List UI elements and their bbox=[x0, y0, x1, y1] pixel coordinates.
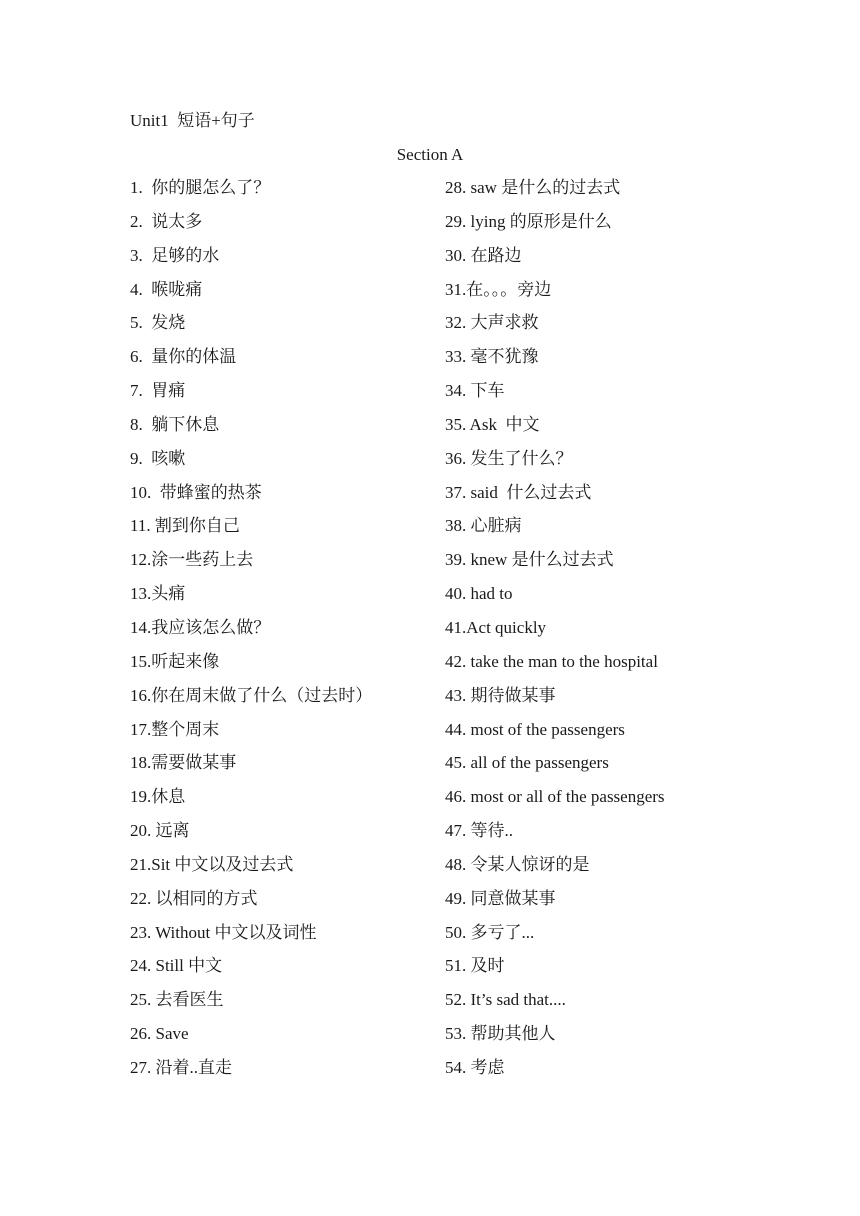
list-item: 28. saw 是什么的过去式 bbox=[445, 178, 621, 197]
list-item: 7. 胃痛 bbox=[130, 381, 186, 401]
list-item: 9. 咳嗽 bbox=[130, 448, 186, 468]
list-item: 22. 以相同的方式 bbox=[130, 888, 258, 908]
list-item: 17.整个周末 bbox=[130, 719, 220, 739]
list-item: 36. 发生了什么？ bbox=[445, 448, 573, 468]
list-item: 13.头痛 bbox=[130, 584, 186, 604]
list-item: 26. Save bbox=[130, 1024, 189, 1044]
list-item: 53. 帮助其他人 bbox=[445, 1024, 556, 1044]
list-item: 21.Sit 中文以及过去式 bbox=[130, 854, 294, 874]
list-item: 44. most of the passengers bbox=[445, 719, 625, 739]
document-title: Unit1 短语+句子 bbox=[130, 111, 255, 130]
list-item: 4. 喉咙痛 bbox=[130, 279, 203, 299]
list-item: 37. said 什么过去式 bbox=[445, 482, 592, 502]
list-item: 12.涂一些药上去 bbox=[130, 550, 254, 570]
list-item: 34. 下车 bbox=[445, 381, 505, 401]
list-item: 11. 割到你自己 bbox=[130, 516, 240, 536]
list-item: 32. 大声求救 bbox=[445, 313, 539, 333]
list-item: 3. 足够的水 bbox=[130, 245, 220, 265]
list-item: 39. knew 是什么过去式 bbox=[445, 550, 614, 570]
list-item: 8. 躺下休息 bbox=[130, 414, 220, 434]
list-item: 43. 期待做某事 bbox=[445, 685, 556, 705]
list-item: 18.需要做某事 bbox=[130, 753, 237, 773]
list-item: 50. 多亏了... bbox=[445, 922, 535, 942]
list-item: 15.听起来像 bbox=[130, 651, 220, 671]
list-item: 24. Still 中文 bbox=[130, 956, 223, 976]
list-item: 10. 带蜂蜜的热茶 bbox=[130, 482, 262, 502]
list-item: 27. 沿着..直走 bbox=[130, 1057, 232, 1077]
list-item: 51. 及时 bbox=[445, 956, 505, 976]
list-item: 42. take the man to the hospital bbox=[445, 651, 658, 671]
list-item: 29. lying 的原形是什么 bbox=[445, 211, 612, 231]
list-item: 45. all of the passengers bbox=[445, 753, 609, 773]
right-column-list bbox=[445, 176, 745, 1090]
list-item: 47. 等待.. bbox=[445, 821, 513, 841]
list-item: 2. 说太多 bbox=[130, 211, 203, 231]
list-item: 41.Act quickly bbox=[445, 617, 547, 637]
left-column-list bbox=[130, 176, 430, 1090]
list-item: 35. Ask 中文 bbox=[445, 414, 540, 434]
list-item: 14.我应该怎么做？ bbox=[130, 617, 271, 637]
list-item: 52. It’s sad that.... bbox=[445, 990, 566, 1010]
list-item: 1. 你的腿怎么了？ bbox=[130, 178, 271, 197]
list-item: 20. 远离 bbox=[130, 821, 190, 841]
list-item: 6. 量你的体温 bbox=[130, 347, 237, 367]
list-item: 5. 发烧 bbox=[130, 313, 186, 333]
list-item: 19.休息 bbox=[130, 787, 186, 807]
list-item: 30. 在路边 bbox=[445, 245, 522, 265]
list-item: 38. 心脏病 bbox=[445, 516, 522, 536]
list-item: 33. 毫不犹豫 bbox=[445, 347, 539, 367]
list-item: 48. 令某人惊讶的是 bbox=[445, 854, 590, 874]
list-item: 23. Without 中文以及词性 bbox=[130, 922, 317, 942]
list-item: 31.在。。。旁边 bbox=[445, 279, 552, 299]
list-item: 16.你在周末做了什么（过去时） bbox=[130, 685, 373, 705]
section-heading: Section A bbox=[396, 145, 464, 164]
list-item: 25. 去看医生 bbox=[130, 990, 224, 1010]
list-item: 49. 同意做某事 bbox=[445, 888, 556, 908]
list-item: 46. most or all of the passengers bbox=[445, 787, 665, 807]
list-item: 40. had to bbox=[445, 584, 513, 604]
list-item: 54. 考虑 bbox=[445, 1057, 505, 1077]
